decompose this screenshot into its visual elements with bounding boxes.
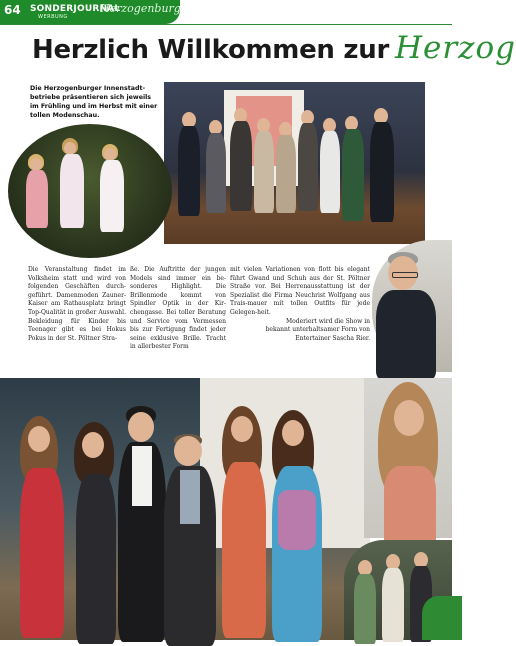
- kids-models-photo: [8, 124, 172, 258]
- header-rule: [0, 24, 452, 25]
- shirt: [132, 446, 152, 506]
- headline-text: Herzlich Willkommen zur: [32, 35, 389, 65]
- green-foliage: [422, 596, 462, 640]
- paragraph: mit vielen Variationen von flott bis elegant führt Gwand und Schuh aus der St. Pöltner Straße vor. Bei Herrenausstattung ist der Spezialist die Firma Neuchrist Wolfgang aus Trais-mauer mit tollen Outfits für jede Gelegen-heit.: [230, 266, 370, 316]
- glasses-icon: [392, 272, 418, 278]
- text-column-3: [230, 266, 370, 343]
- man-with-glasses-photo: [372, 240, 452, 372]
- closing-line: Entertainer Sascha Rier.: [295, 334, 370, 342]
- closing-line: Moderiert wird die Show in: [286, 317, 370, 325]
- headline: [32, 30, 516, 66]
- paragraph: Die Veranstaltung findet im Volksheim statt und wird von folgenden Geschäften durch-geführt. Damenmoden Zauner-Kaiser am Rathausplatz bringt Top-Qualität in großer Auswahl. Bekleidung für Kinder bis Teenager gibt es bei Hokus Pokus in der St. Pöltner Stra-: [28, 266, 126, 342]
- shirt: [180, 470, 200, 524]
- dress-pattern: [278, 490, 316, 550]
- section-subtitle: WERBUNG: [38, 14, 68, 20]
- paragraph: ße. Die Auftritte der jungen Models sind immer ein be-sonderes Highlight. Die Brillenmode kommt von Spindler Optik in der Kir-chengasse. Bei toller Beratung und Service vom Vermessen bis zur Fertigung findet jeder seine exklusive Brille. Tracht in allerbester Form: [130, 266, 226, 351]
- closing-line: bekannt unterhaltsamer Form von: [265, 326, 370, 334]
- models-with-host-photo: [0, 378, 364, 640]
- group-photo-stage: [164, 82, 425, 244]
- headline-accent: Herzog: [394, 30, 516, 66]
- page-number: 64: [4, 3, 21, 17]
- model-closeup-photo: [364, 378, 452, 538]
- town-name: Herzogenburg: [100, 2, 181, 15]
- text-column-1: [28, 266, 126, 343]
- intro-text: Die Herzogenburger Innenstadt-betriebe präsentieren sich jeweils im Frühling und im Herbst mit einer tollen Modenschau.: [27, 82, 161, 128]
- section-title: SONDERJOURNAL: [30, 4, 121, 14]
- header-band: [0, 0, 180, 24]
- text-column-2: [130, 266, 226, 352]
- trachten-group-photo: [344, 540, 452, 640]
